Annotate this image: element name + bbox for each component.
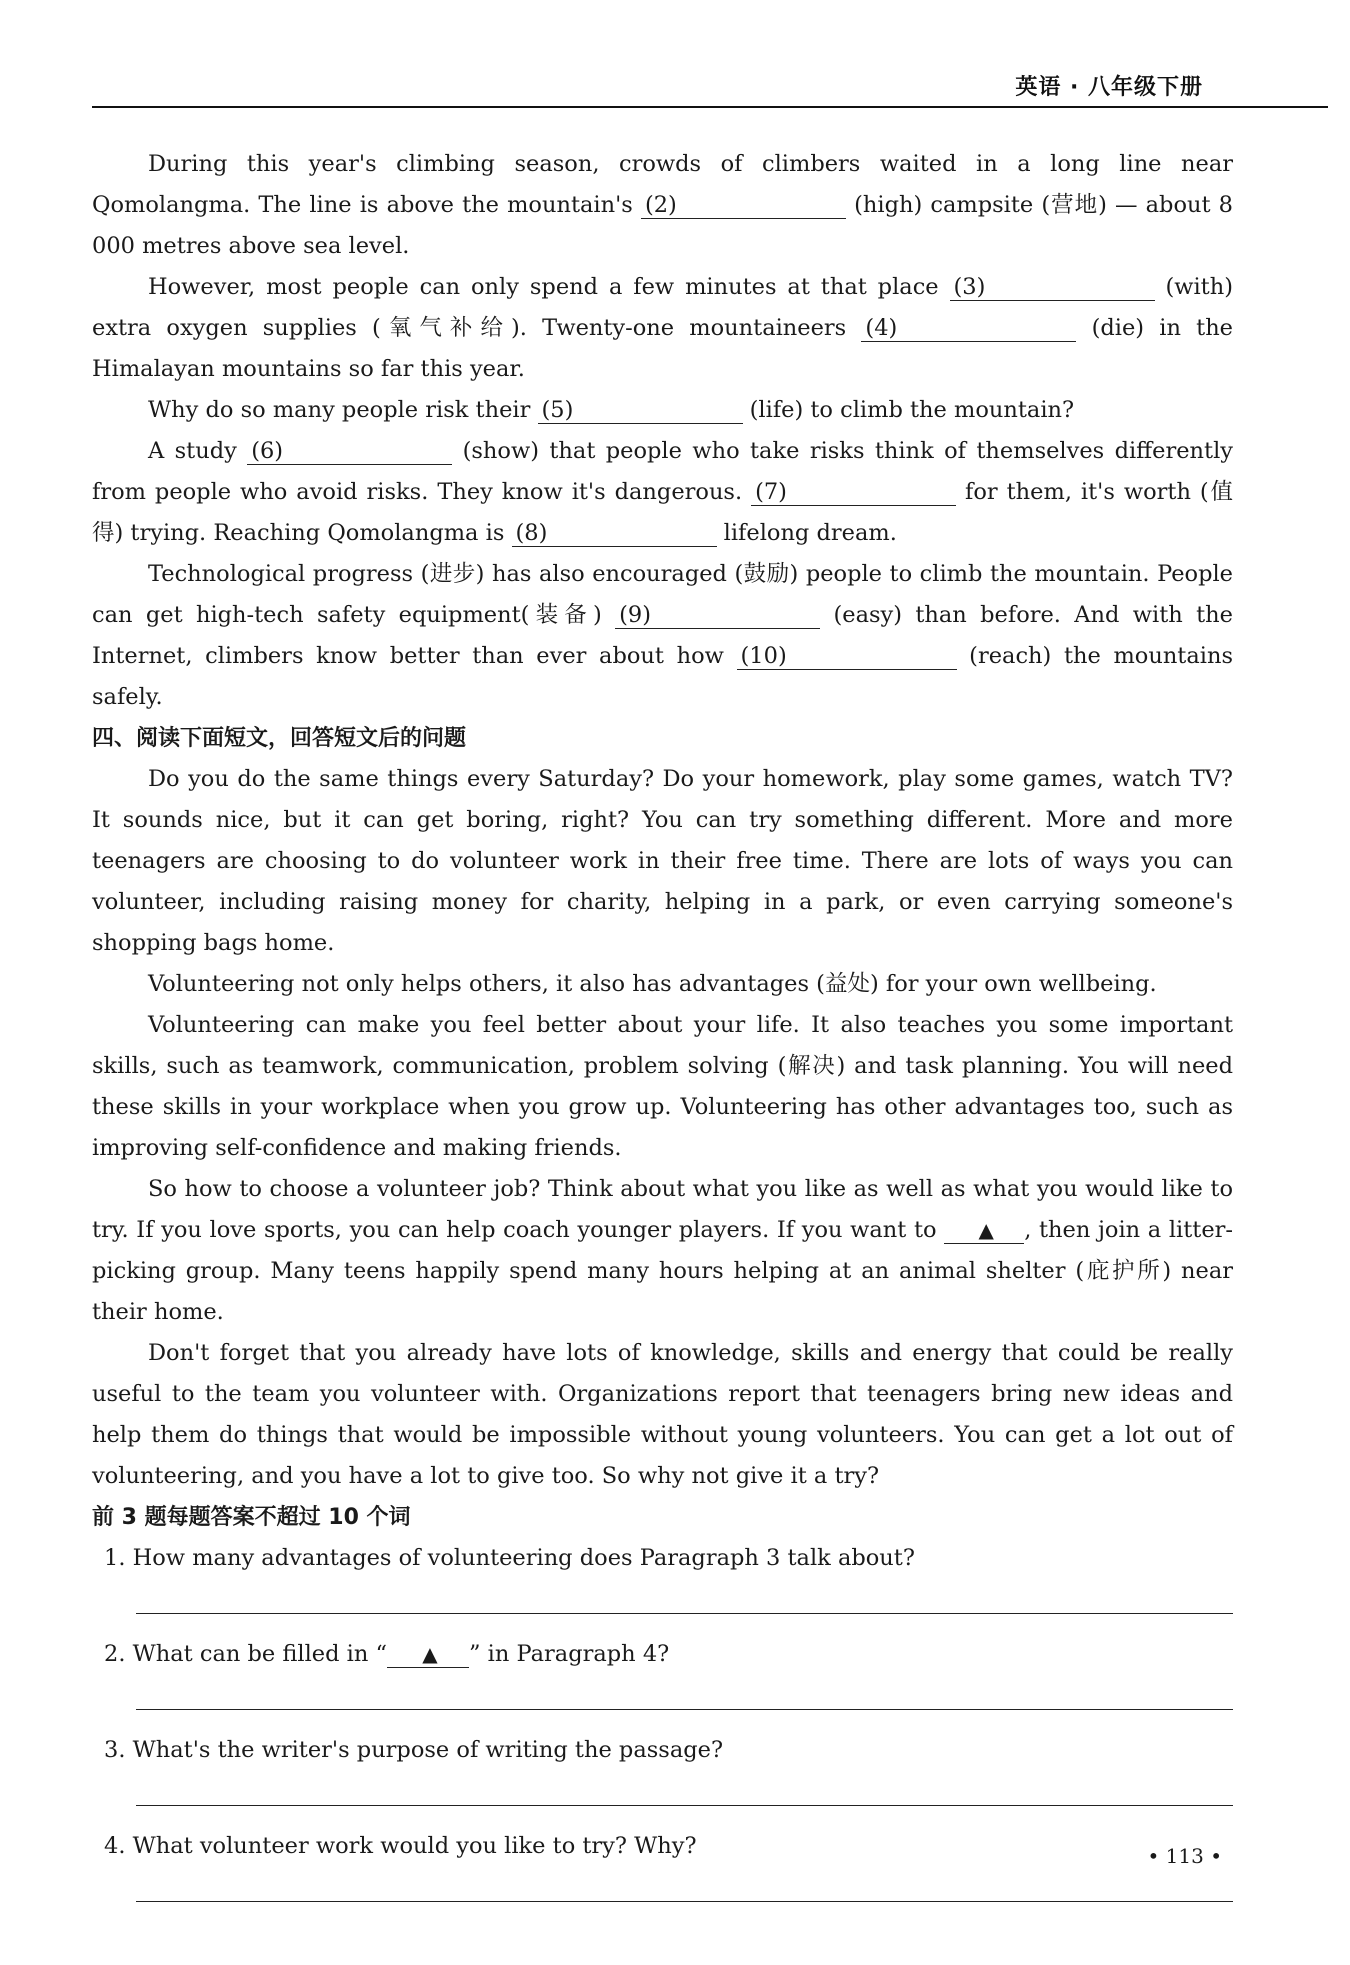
passage-paragraph-1 xyxy=(92,144,1233,267)
blank-number: (7) xyxy=(755,479,787,505)
text-run: So how to choose a volunteer job? Think about what you like as well as what you would like to try. If you love sports, you can help coach younger players. If you want to xyxy=(92,1176,1233,1243)
answer-line-1[interactable] xyxy=(136,1579,1233,1614)
blank-6[interactable] xyxy=(247,438,452,465)
blank-4[interactable] xyxy=(861,315,1076,342)
blank-number: (4) xyxy=(865,315,898,341)
blank-number: (8) xyxy=(515,520,548,546)
question-1: 1. How many advantages of volunteering does Paragraph 3 talk about? xyxy=(104,1545,915,1571)
blank-number: (6) xyxy=(251,438,284,464)
triangle-icon: ▲ xyxy=(978,1218,994,1242)
question-2 xyxy=(92,1634,1233,1675)
reading-paragraph-2: Volunteering not only helps others, it also has advantages (益处) for your own wellbeing. xyxy=(148,971,1157,997)
blank-number: (5) xyxy=(541,397,574,423)
answer-line-4[interactable] xyxy=(136,1867,1233,1902)
text-run: Technological progress (进步) has also encouraged (鼓励) people to climb the mountain. People can get high-tech safety equipment(装备) xyxy=(92,561,1233,628)
text-run: (life) to climb the mountain? xyxy=(742,397,1075,423)
triangle-blank[interactable] xyxy=(944,1217,1024,1244)
answer-line-3[interactable] xyxy=(136,1771,1233,1806)
reading-paragraph-3: Volunteering can make you feel better about your life. It also teaches you some important skills, such as teamwork, communication, problem solving (解决) and task planning. You will need these skills in your workplace when you grow up. Volunteering has other advantages too, such as improving self-confidence and making friends. xyxy=(92,1012,1233,1161)
reading-paragraph-4 xyxy=(92,1169,1233,1333)
blank-5[interactable] xyxy=(538,397,743,424)
blank-number: (9) xyxy=(619,602,651,628)
text-run: , then join a litter-picking group. Many teens happily spend many hours helping at an animal shelter (庇护所) near their home. xyxy=(92,1217,1233,1325)
section-4-title: 四、阅读下面短文，回答短文后的问题 xyxy=(92,726,467,751)
text-run: (with) extra oxygen supplies (氧气补给). Twenty-one mountaineers xyxy=(92,274,1233,341)
blank-8[interactable] xyxy=(512,520,717,547)
text-run: However, most people can only spend a few minutes at that place xyxy=(148,274,950,300)
passage-paragraph-4 xyxy=(92,431,1233,554)
text-run: (easy) than before. And with the Internet, climbers know better than ever about how xyxy=(92,602,1233,669)
text-run: During this year's climbing season, crowds of climbers waited in a long line near Qomolangma. The line is above the mountain's xyxy=(92,151,1233,218)
reading-paragraph-5: Don't forget that you already have lots of knowledge, skills and energy that could be really useful to the team you volunteer with. Organizations report that teenagers bring new ideas and help them do things that would be impossible without young volunteers. You can get a lot out of volunteering, and you have a lot to give too. So why not give it a try? xyxy=(92,1340,1233,1489)
blank-9[interactable] xyxy=(615,602,820,629)
book-title: 英语 · 八年级下册 xyxy=(1015,75,1203,100)
text-run: for them, it's worth (值得) trying. Reaching Qomolangma is xyxy=(92,479,1233,546)
blank-number: (3) xyxy=(953,274,986,300)
blank-number: (2) xyxy=(644,192,677,218)
answer-line-2[interactable] xyxy=(136,1675,1233,1710)
text-run: A study xyxy=(148,438,248,464)
text-run: Why do so many people risk their xyxy=(148,397,538,423)
questions-instruction: 前 3 题每题答案不超过 10 个词 xyxy=(92,1505,411,1530)
text-run: 2. What can be filled in “ xyxy=(104,1641,387,1667)
page-number: • 113 • xyxy=(1147,1844,1222,1868)
blank-2[interactable] xyxy=(641,192,846,219)
question-3: 3. What's the writer's purpose of writing the passage? xyxy=(104,1737,724,1763)
text-run: ” in Paragraph 4? xyxy=(469,1641,670,1667)
passage-paragraph-5 xyxy=(92,554,1233,718)
text-run: (reach) the mountains safely. xyxy=(92,643,1233,710)
page-content xyxy=(92,144,1233,1922)
passage-paragraph-3 xyxy=(92,390,1233,431)
triangle-blank-question xyxy=(387,1641,469,1668)
reading-paragraph-1: Do you do the same things every Saturday? Do your homework, play some games, watch TV? It sounds nice, but it can get boring, right? You can try something different. More and more teenagers are choosing to do volunteer work in their free time. There are lots of ways you can volunteer, including raising money for charity, helping in a park, or even carrying someone's shopping bags home. xyxy=(92,766,1233,956)
text-run: (high) campsite (营地) — about 8 000 metres above sea level. xyxy=(92,192,1233,259)
question-4: 4. What volunteer work would you like to try? Why? xyxy=(104,1833,697,1859)
blank-3[interactable] xyxy=(950,274,1155,301)
text-run: (show) that people who take risks think of themselves differently from people who avoid risks. They know it's dangerous. xyxy=(92,438,1233,505)
passage-paragraph-2 xyxy=(92,267,1233,390)
triangle-icon: ▲ xyxy=(422,1642,438,1666)
text-run: (die) in the Himalayan mountains so far this year. xyxy=(92,315,1233,382)
text-run: lifelong dream. xyxy=(716,520,897,546)
blank-number: (10) xyxy=(740,643,787,669)
page-header xyxy=(92,62,1328,108)
blank-10[interactable] xyxy=(737,643,957,670)
header-rule xyxy=(92,106,1328,108)
blank-7[interactable] xyxy=(751,479,956,506)
